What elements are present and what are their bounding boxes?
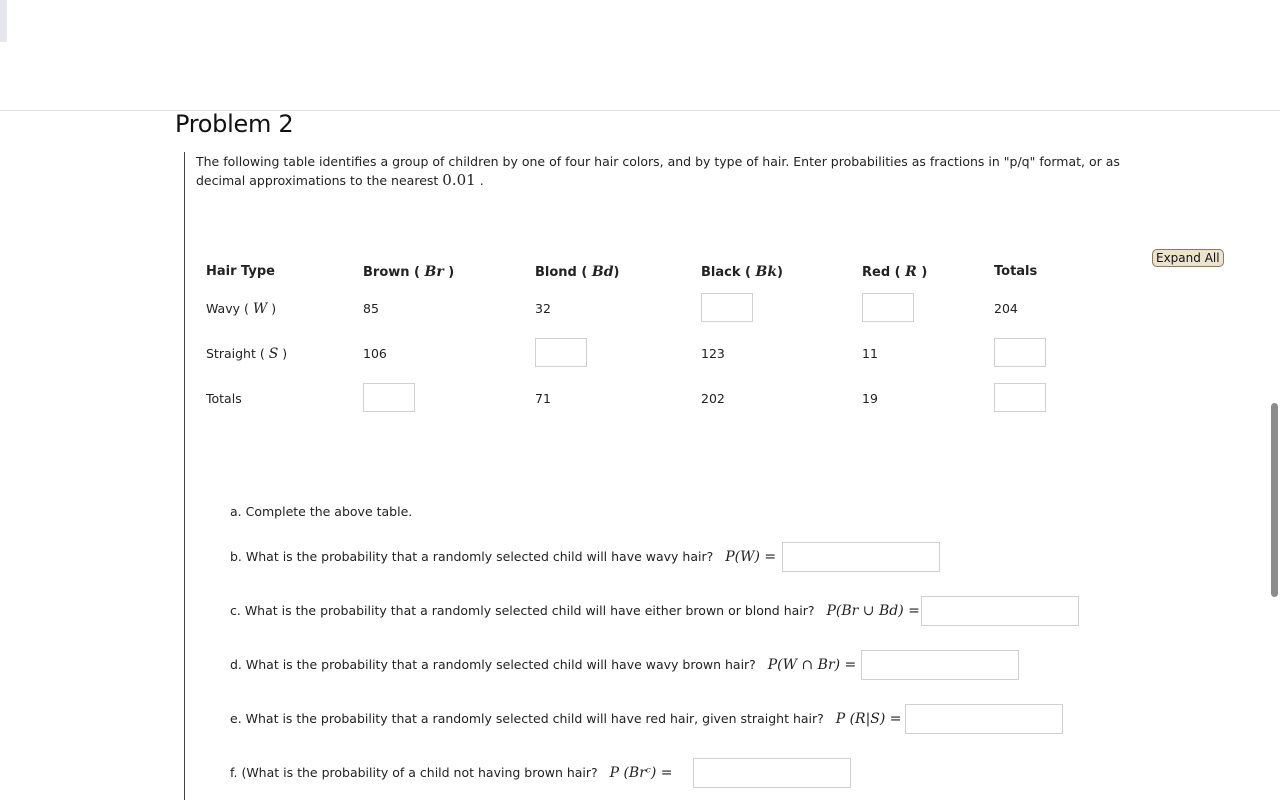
math-c: P(Br ∪ Bd) =: [826, 603, 920, 619]
row-label-straight: Straight ( S ): [206, 346, 288, 362]
header-blond: Blond ( Bd): [535, 264, 620, 280]
math-d: P(W ∩ Br) =: [767, 657, 857, 673]
answer-c-input[interactable]: [921, 596, 1079, 626]
question-d: d. What is the probability that a randomly selected child will have wavy brown hair? P(W ∩ Br) =: [230, 657, 857, 673]
cell-totals-blond: 71: [535, 391, 551, 406]
problem-title: Problem 2: [175, 110, 294, 138]
cell-wavy-blond: 32: [535, 301, 551, 316]
scrollbar-thumb[interactable]: [1271, 403, 1278, 597]
answer-e-input[interactable]: [905, 704, 1063, 734]
cell-wavy-brown: 85: [363, 301, 379, 316]
problem-left-border: [184, 152, 185, 800]
cell-straight-black: 123: [701, 346, 725, 361]
input-wavy-black[interactable]: [701, 293, 753, 322]
question-a: a. Complete the above table.: [230, 504, 413, 519]
cell-totals-red: 19: [862, 391, 878, 406]
input-straight-totals[interactable]: [994, 338, 1046, 367]
input-straight-blond[interactable]: [535, 338, 587, 367]
math-f: P (Brᶜ) =: [609, 765, 673, 781]
header-brown: Brown ( Br ): [363, 264, 455, 280]
answer-b-input[interactable]: [782, 542, 940, 572]
intro-end: .: [479, 173, 484, 188]
header-black: Black ( Bk): [701, 264, 783, 280]
row-label-totals: Totals: [206, 391, 242, 406]
intro-text: The following table identifies a group of children by one of four hair colors, and by type of hair. Enter probabilities as fractions in "p/q" format, or as decimal approximations to the nearest: [196, 154, 1120, 188]
question-b: b. What is the probability that a randomly selected child will have wavy hair? P(W) =: [230, 549, 777, 565]
cell-straight-brown: 106: [363, 346, 387, 361]
input-totals-grand[interactable]: [994, 383, 1046, 412]
header-hair-type: Hair Type: [206, 264, 275, 279]
row-label-wavy: Wavy ( W ): [206, 301, 277, 317]
answer-d-input[interactable]: [861, 650, 1019, 680]
header-totals: Totals: [994, 264, 1038, 279]
cell-totals-black: 202: [701, 391, 725, 406]
cell-straight-red: 11: [862, 346, 878, 361]
input-wavy-red[interactable]: [862, 293, 914, 322]
question-e: e. What is the probability that a randomly selected child will have red hair, given straight hair? P (R|S) =: [230, 711, 902, 727]
cell-wavy-totals: 204: [994, 301, 1018, 316]
input-totals-brown[interactable]: [363, 383, 415, 412]
problem-intro: [196, 152, 1136, 190]
expand-all-button[interactable]: Expand All: [1152, 249, 1224, 267]
math-e: P (R|S) =: [835, 711, 902, 727]
header-red: Red ( R ): [862, 264, 928, 280]
corner-tab: [0, 0, 7, 42]
precision-value: 0.01: [442, 171, 476, 189]
math-b: P(W) =: [725, 549, 777, 565]
question-c: c. What is the probability that a randomly selected child will have either brown or blond hair? P(Br ∪ Bd) =: [230, 603, 920, 619]
answer-f-input[interactable]: [693, 758, 851, 788]
question-f: f. (What is the probability of a child not having brown hair? P (Brᶜ) =: [230, 765, 673, 781]
